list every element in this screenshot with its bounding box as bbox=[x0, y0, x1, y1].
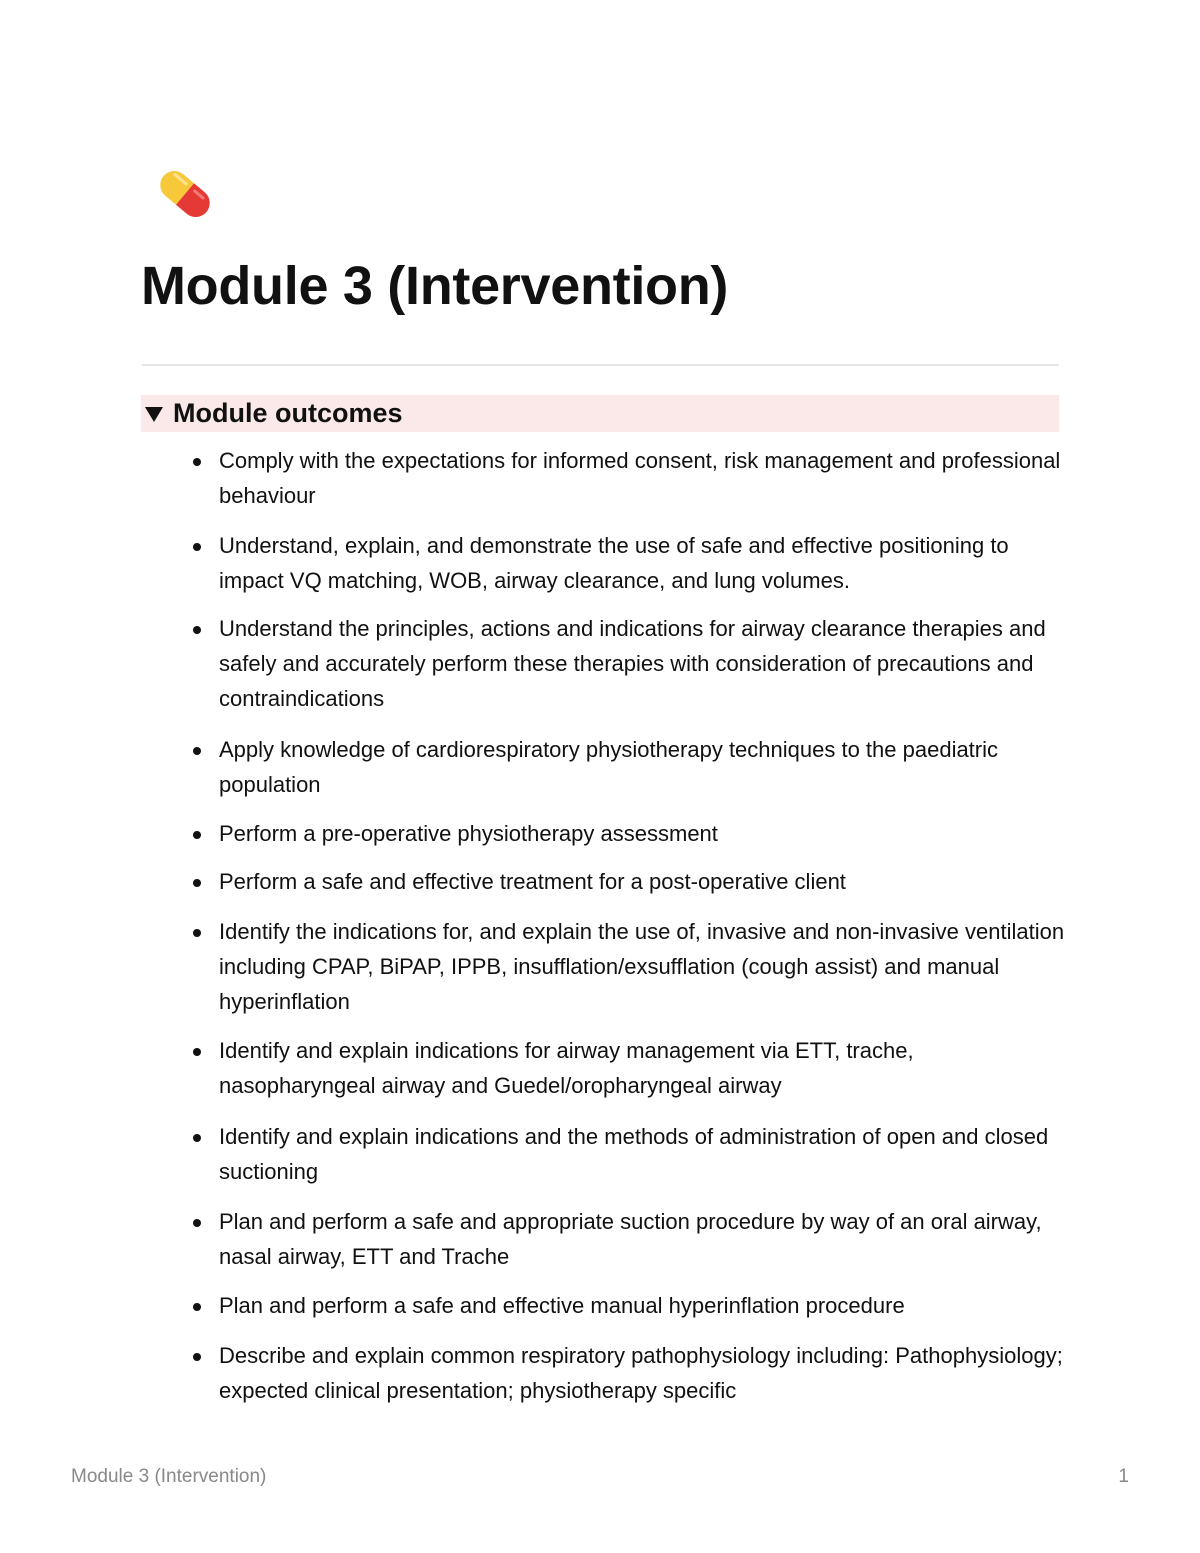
list-item: Perform a safe and effective treatment for a post-operative client bbox=[219, 864, 1069, 899]
footer-title: Module 3 (Intervention) bbox=[71, 1466, 267, 1487]
pill-icon bbox=[143, 152, 227, 236]
list-item: Apply knowledge of cardiorespiratory physiotherapy techniques to the paediatric population bbox=[219, 732, 1069, 802]
triangle-down-icon[interactable] bbox=[142, 402, 166, 426]
divider bbox=[142, 364, 1059, 366]
list-item: Plan and perform a safe and effective manual hyperinflation procedure bbox=[219, 1288, 1069, 1323]
list-item: Describe and explain common respiratory pathophysiology including: Pathophysiology; expected clinical presentation; physiotherapy specific bbox=[219, 1338, 1069, 1408]
list-item: Identify and explain indications and the methods of administration of open and closed suctioning bbox=[219, 1119, 1069, 1189]
toggle-title: Module outcomes bbox=[173, 398, 403, 428]
outcomes-list bbox=[219, 443, 1069, 1423]
list-item: Understand, explain, and demonstrate the use of safe and effective positioning to impact VQ matching, WOB, airway clearance, and lung volumes. bbox=[219, 528, 1069, 598]
list-item: Identify and explain indications for airway management via ETT, trache, nasopharyngeal airway and Guedel/oropharyngeal airway bbox=[219, 1033, 1069, 1103]
list-item: Perform a pre-operative physiotherapy assessment bbox=[219, 816, 1069, 851]
module-outcomes-toggle[interactable] bbox=[141, 395, 1059, 432]
page-number: 1 bbox=[1118, 1466, 1129, 1487]
list-item: Comply with the expectations for informed consent, risk management and professional behaviour bbox=[219, 443, 1069, 513]
page-title: Module 3 (Intervention) bbox=[141, 256, 729, 316]
list-item: Understand the principles, actions and indications for airway clearance therapies and safely and accurately perform these therapies with consideration of precautions and contraindications bbox=[219, 611, 1069, 716]
list-item: Plan and perform a safe and appropriate suction procedure by way of an oral airway, nasal airway, ETT and Trache bbox=[219, 1204, 1069, 1274]
list-item: Identify the indications for, and explain the use of, invasive and non-invasive ventilation including CPAP, BiPAP, IPPB, insufflation/exsufflation (cough assist) and manual hyperinflation bbox=[219, 914, 1069, 1019]
